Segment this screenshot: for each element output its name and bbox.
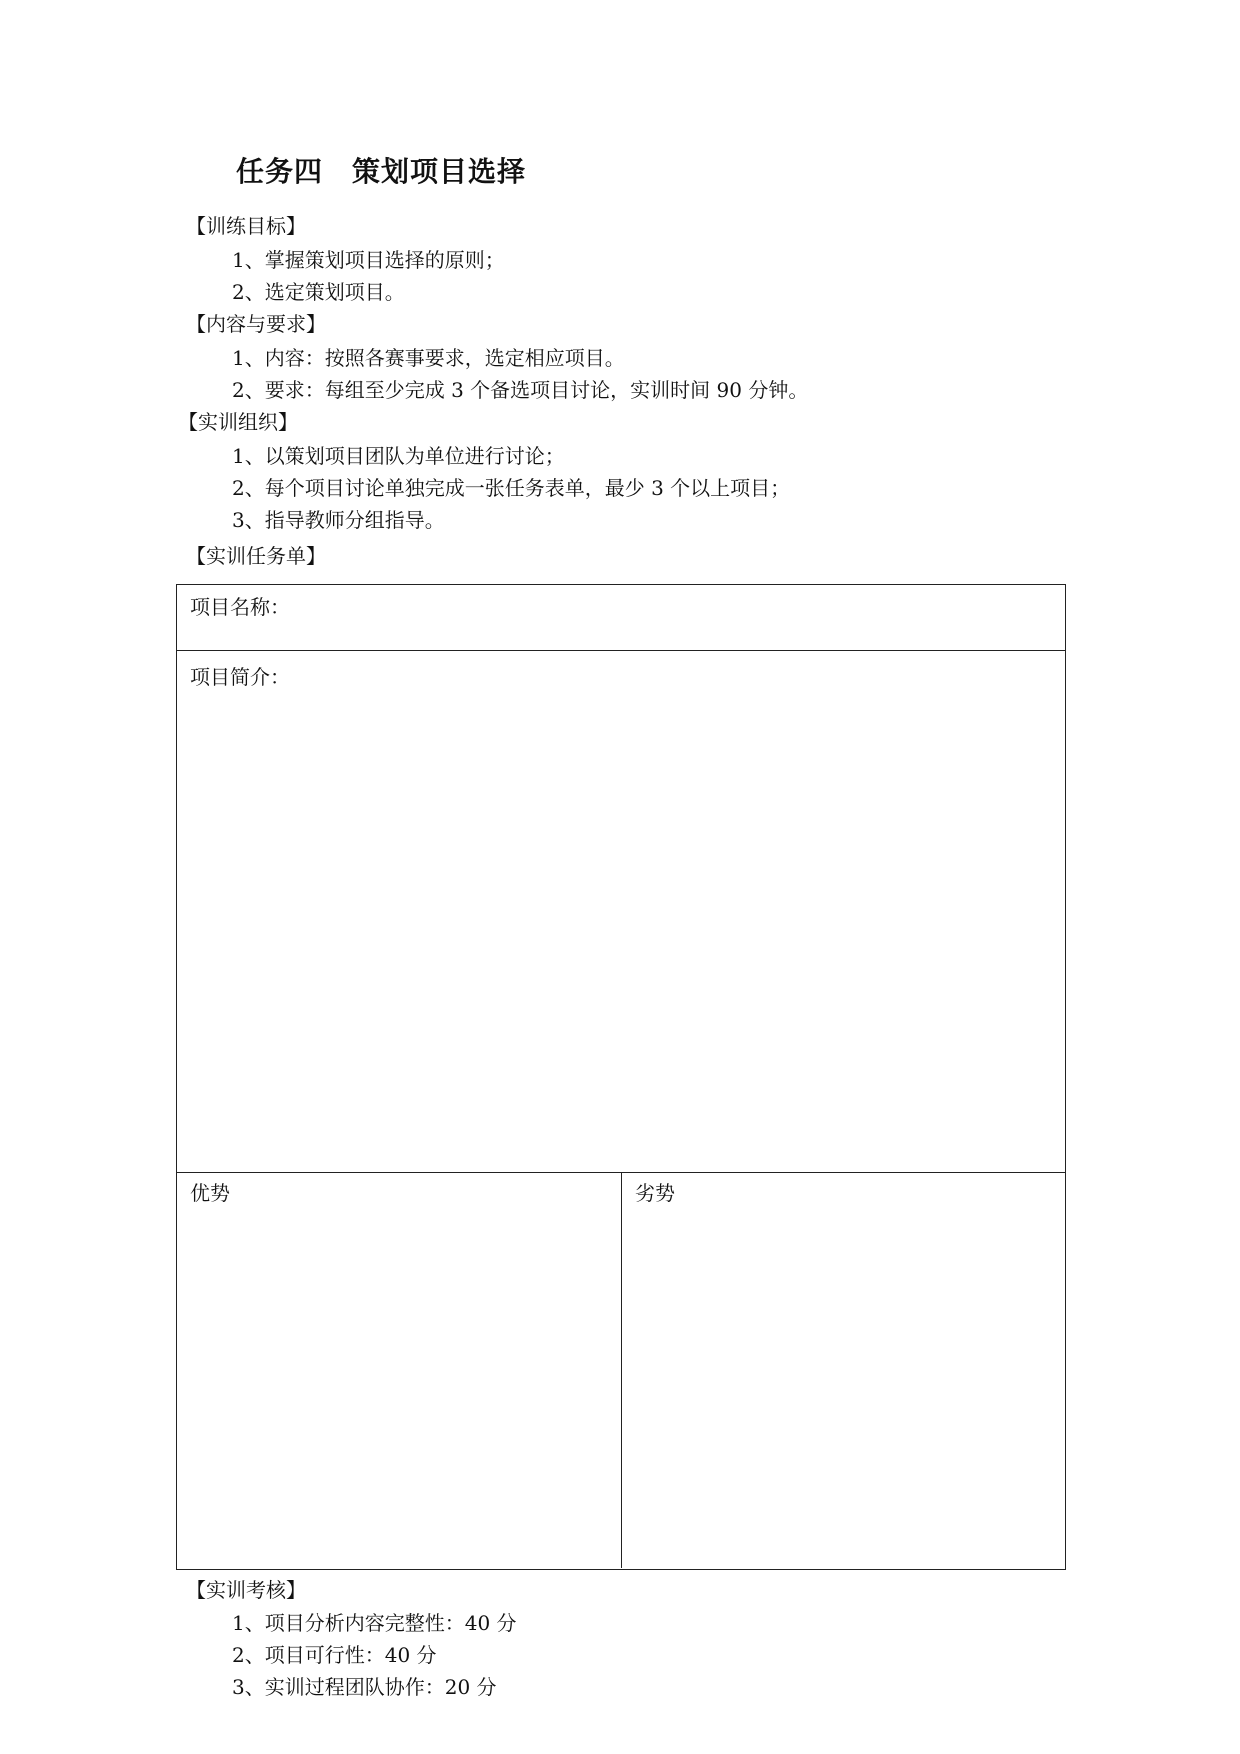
disadvantages-cell[interactable] <box>622 1173 1065 1568</box>
content-requirements-item: 1、内容：按照各赛事要求，选定相应项目。 <box>232 346 625 370</box>
training-organization-item: 1、以策划项目团队为单位进行讨论； <box>232 444 565 468</box>
content-requirements-heading: 【内容与要求】 <box>186 312 326 336</box>
disadvantages-label: 劣势 <box>635 1181 675 1205</box>
page-title: 任务四 策划项目选择 <box>236 155 527 188</box>
assessment-heading: 【实训考核】 <box>186 1578 306 1602</box>
assessment-item: 1、项目分析内容完整性：40 分 <box>232 1611 517 1635</box>
training-organization-heading: 【实训组织】 <box>178 410 298 434</box>
training-goal-heading: 【训练目标】 <box>186 214 306 238</box>
project-intro-row[interactable] <box>177 651 1065 1173</box>
assessment-item: 2、项目可行性：40 分 <box>232 1643 437 1667</box>
assessment-item: 3、实训过程团队协作：20 分 <box>232 1675 497 1699</box>
advantages-cell[interactable] <box>177 1173 622 1568</box>
task-sheet-heading: 【实训任务单】 <box>186 544 326 568</box>
task-form-table <box>176 584 1066 1570</box>
swot-row <box>177 1173 1065 1568</box>
training-organization-item: 3、指导教师分组指导。 <box>232 508 445 532</box>
content-requirements-item: 2、要求：每组至少完成 3 个备选项目讨论，实训时间 90 分钟。 <box>232 378 809 402</box>
advantages-label: 优势 <box>190 1181 230 1205</box>
training-goal-item: 2、选定策划项目。 <box>232 280 405 304</box>
project-name-label: 项目名称： <box>190 595 290 619</box>
project-intro-label: 项目简介： <box>190 665 290 689</box>
training-organization-item: 2、每个项目讨论单独完成一张任务表单，最少 3 个以上项目； <box>232 476 791 500</box>
training-goal-item: 1、掌握策划项目选择的原则； <box>232 248 505 272</box>
project-name-row[interactable] <box>177 585 1065 651</box>
